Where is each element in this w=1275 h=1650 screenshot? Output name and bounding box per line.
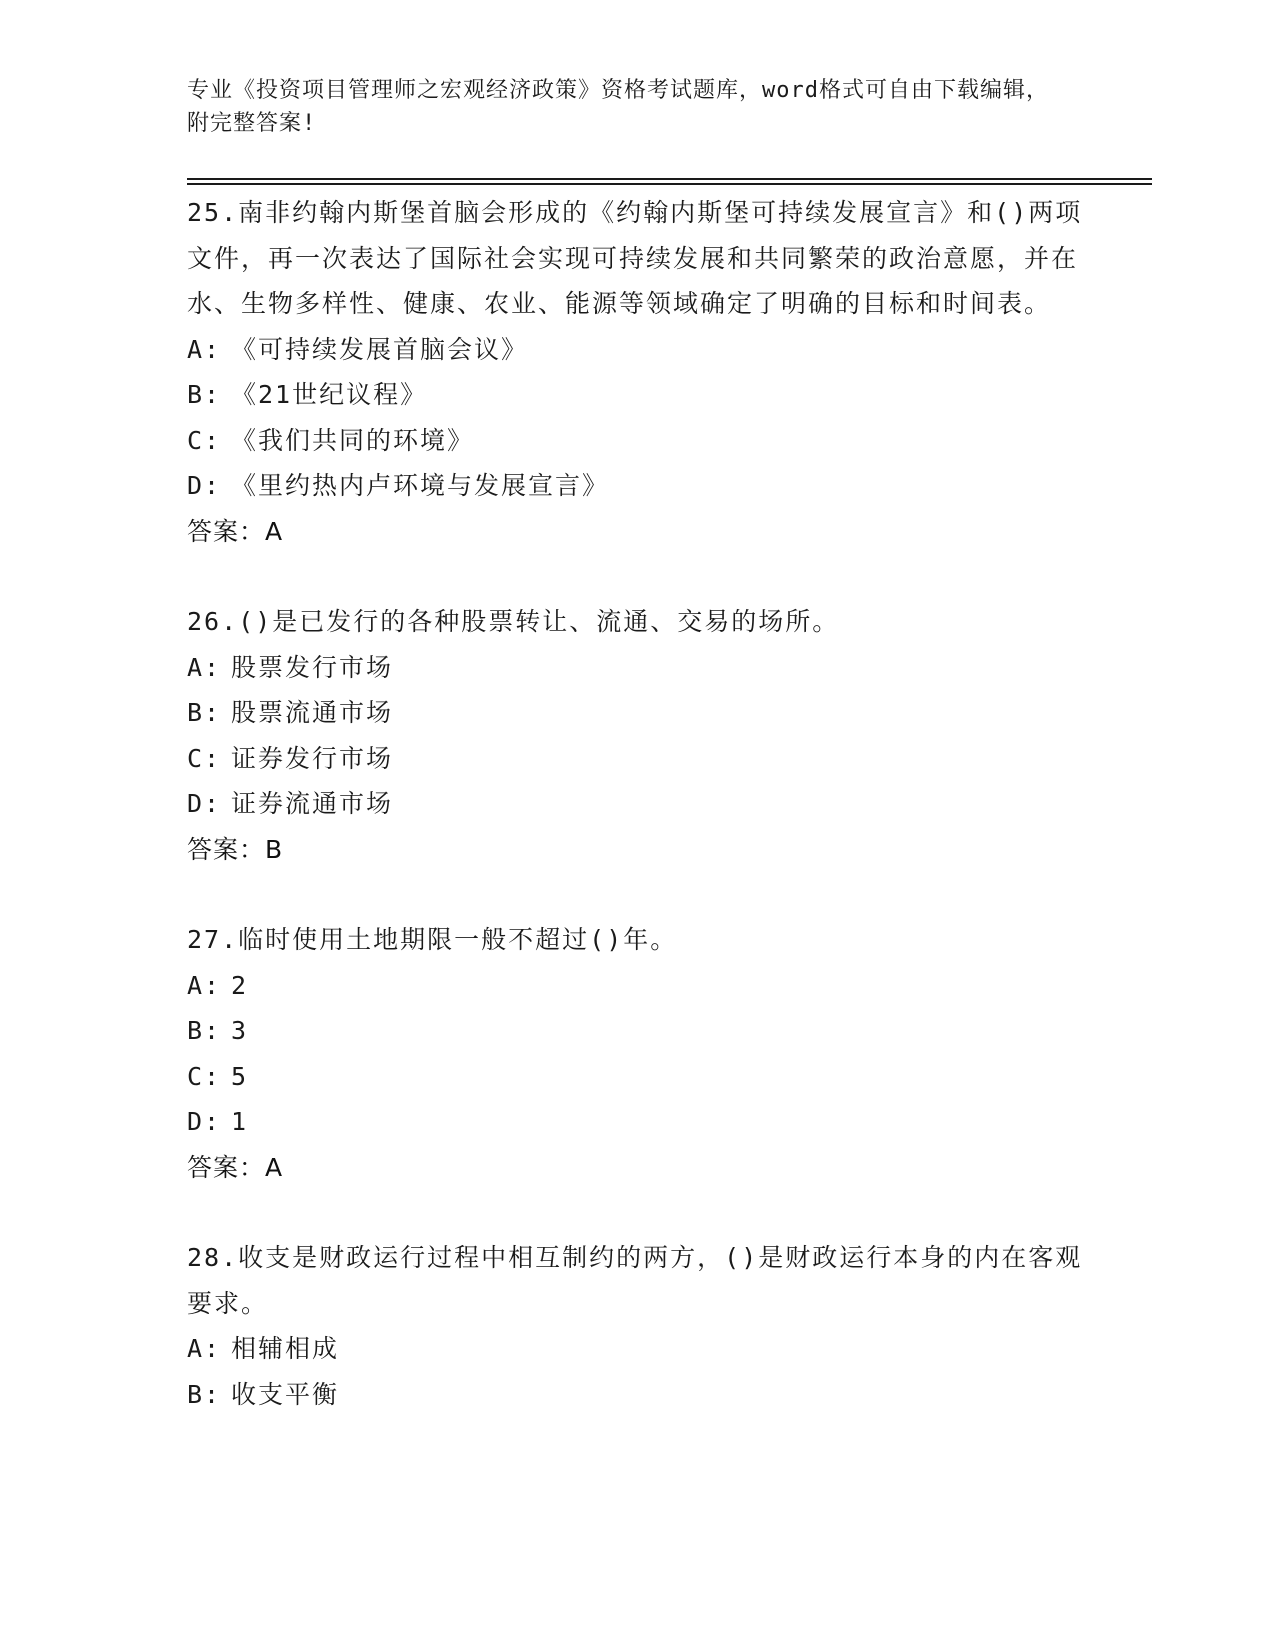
answer-line: 答案：A — [187, 1152, 284, 1182]
question-27 — [187, 917, 1087, 1190]
option-text: 《可持续发展首脑会议》 — [231, 334, 529, 364]
question-text: 27.临时使用土地期限一般不超过()年。 — [187, 925, 678, 954]
option-letter: C: — [187, 1061, 222, 1091]
option-letter: B: — [187, 1016, 222, 1045]
option-letter: C: — [187, 425, 222, 455]
option-b — [187, 1372, 1087, 1418]
option-letter: A: — [187, 1334, 222, 1363]
option-b — [187, 372, 1087, 418]
option-text: 相辅相成 — [231, 1334, 340, 1363]
option-letter: B: — [187, 1379, 222, 1409]
question-list — [187, 190, 1087, 1462]
option-letter: C: — [187, 743, 222, 773]
answer-line: 答案：A — [187, 516, 284, 546]
option-d — [187, 1099, 1087, 1145]
option-text: 《我们共同的环境》 — [231, 425, 475, 455]
option-letter: D: — [187, 471, 222, 500]
option-text: 证券发行市场 — [231, 743, 394, 773]
option-c — [187, 736, 1087, 782]
option-text: 3 — [231, 1016, 249, 1045]
option-text: 股票发行市场 — [231, 652, 394, 682]
option-c — [187, 1054, 1087, 1100]
option-b — [187, 690, 1087, 736]
option-letter: A: — [187, 970, 222, 1000]
option-text: 1 — [231, 1107, 249, 1136]
option-letter: B: — [187, 698, 222, 727]
option-a — [187, 327, 1087, 373]
question-text: 26.()是已发行的各种股票转让、流通、交易的场所。 — [187, 607, 840, 636]
option-text: 收支平衡 — [231, 1379, 340, 1409]
option-a — [187, 1326, 1087, 1372]
option-text: 2 — [231, 970, 249, 1000]
option-letter: B: — [187, 380, 222, 409]
question-26 — [187, 599, 1087, 872]
option-d — [187, 781, 1087, 827]
option-text: 5 — [231, 1061, 249, 1091]
option-letter: A: — [187, 652, 222, 682]
option-c — [187, 418, 1087, 464]
header-divider-bottom — [187, 183, 1152, 185]
option-b — [187, 1008, 1087, 1054]
question-text: 28.收支是财政运行过程中相互制约的两方，()是财政运行本身的内在客观要求。 — [187, 1243, 1083, 1318]
option-letter: A: — [187, 334, 222, 364]
option-d — [187, 463, 1087, 509]
question-28 — [187, 1235, 1087, 1417]
option-text: 股票流通市场 — [231, 698, 394, 727]
option-a — [187, 645, 1087, 691]
header-divider-top — [187, 178, 1152, 180]
option-text: 《21世纪议程》 — [231, 380, 428, 409]
answer-line: 答案：B — [187, 834, 284, 864]
question-25 — [187, 190, 1087, 554]
option-letter: D: — [187, 789, 222, 818]
option-a — [187, 963, 1087, 1009]
question-text: 25.南非约翰内斯堡首脑会形成的《约翰内斯堡可持续发展宣言》和()两项文件，再一次表达了国际社会实现可持续发展和共同繁荣的政治意愿，并在水、生物多样性、健康、农业、能源等领域确定了明确的目标和时间表。 — [187, 198, 1083, 318]
option-text: 证券流通市场 — [231, 789, 394, 818]
option-letter: D: — [187, 1107, 222, 1136]
document-intro: 专业《投资项目管理师之宏观经济政策》资格考试题库，word格式可自由下载编辑，附完整答案! — [187, 78, 1049, 136]
option-text: 《里约热内卢环境与发展宣言》 — [231, 471, 610, 500]
